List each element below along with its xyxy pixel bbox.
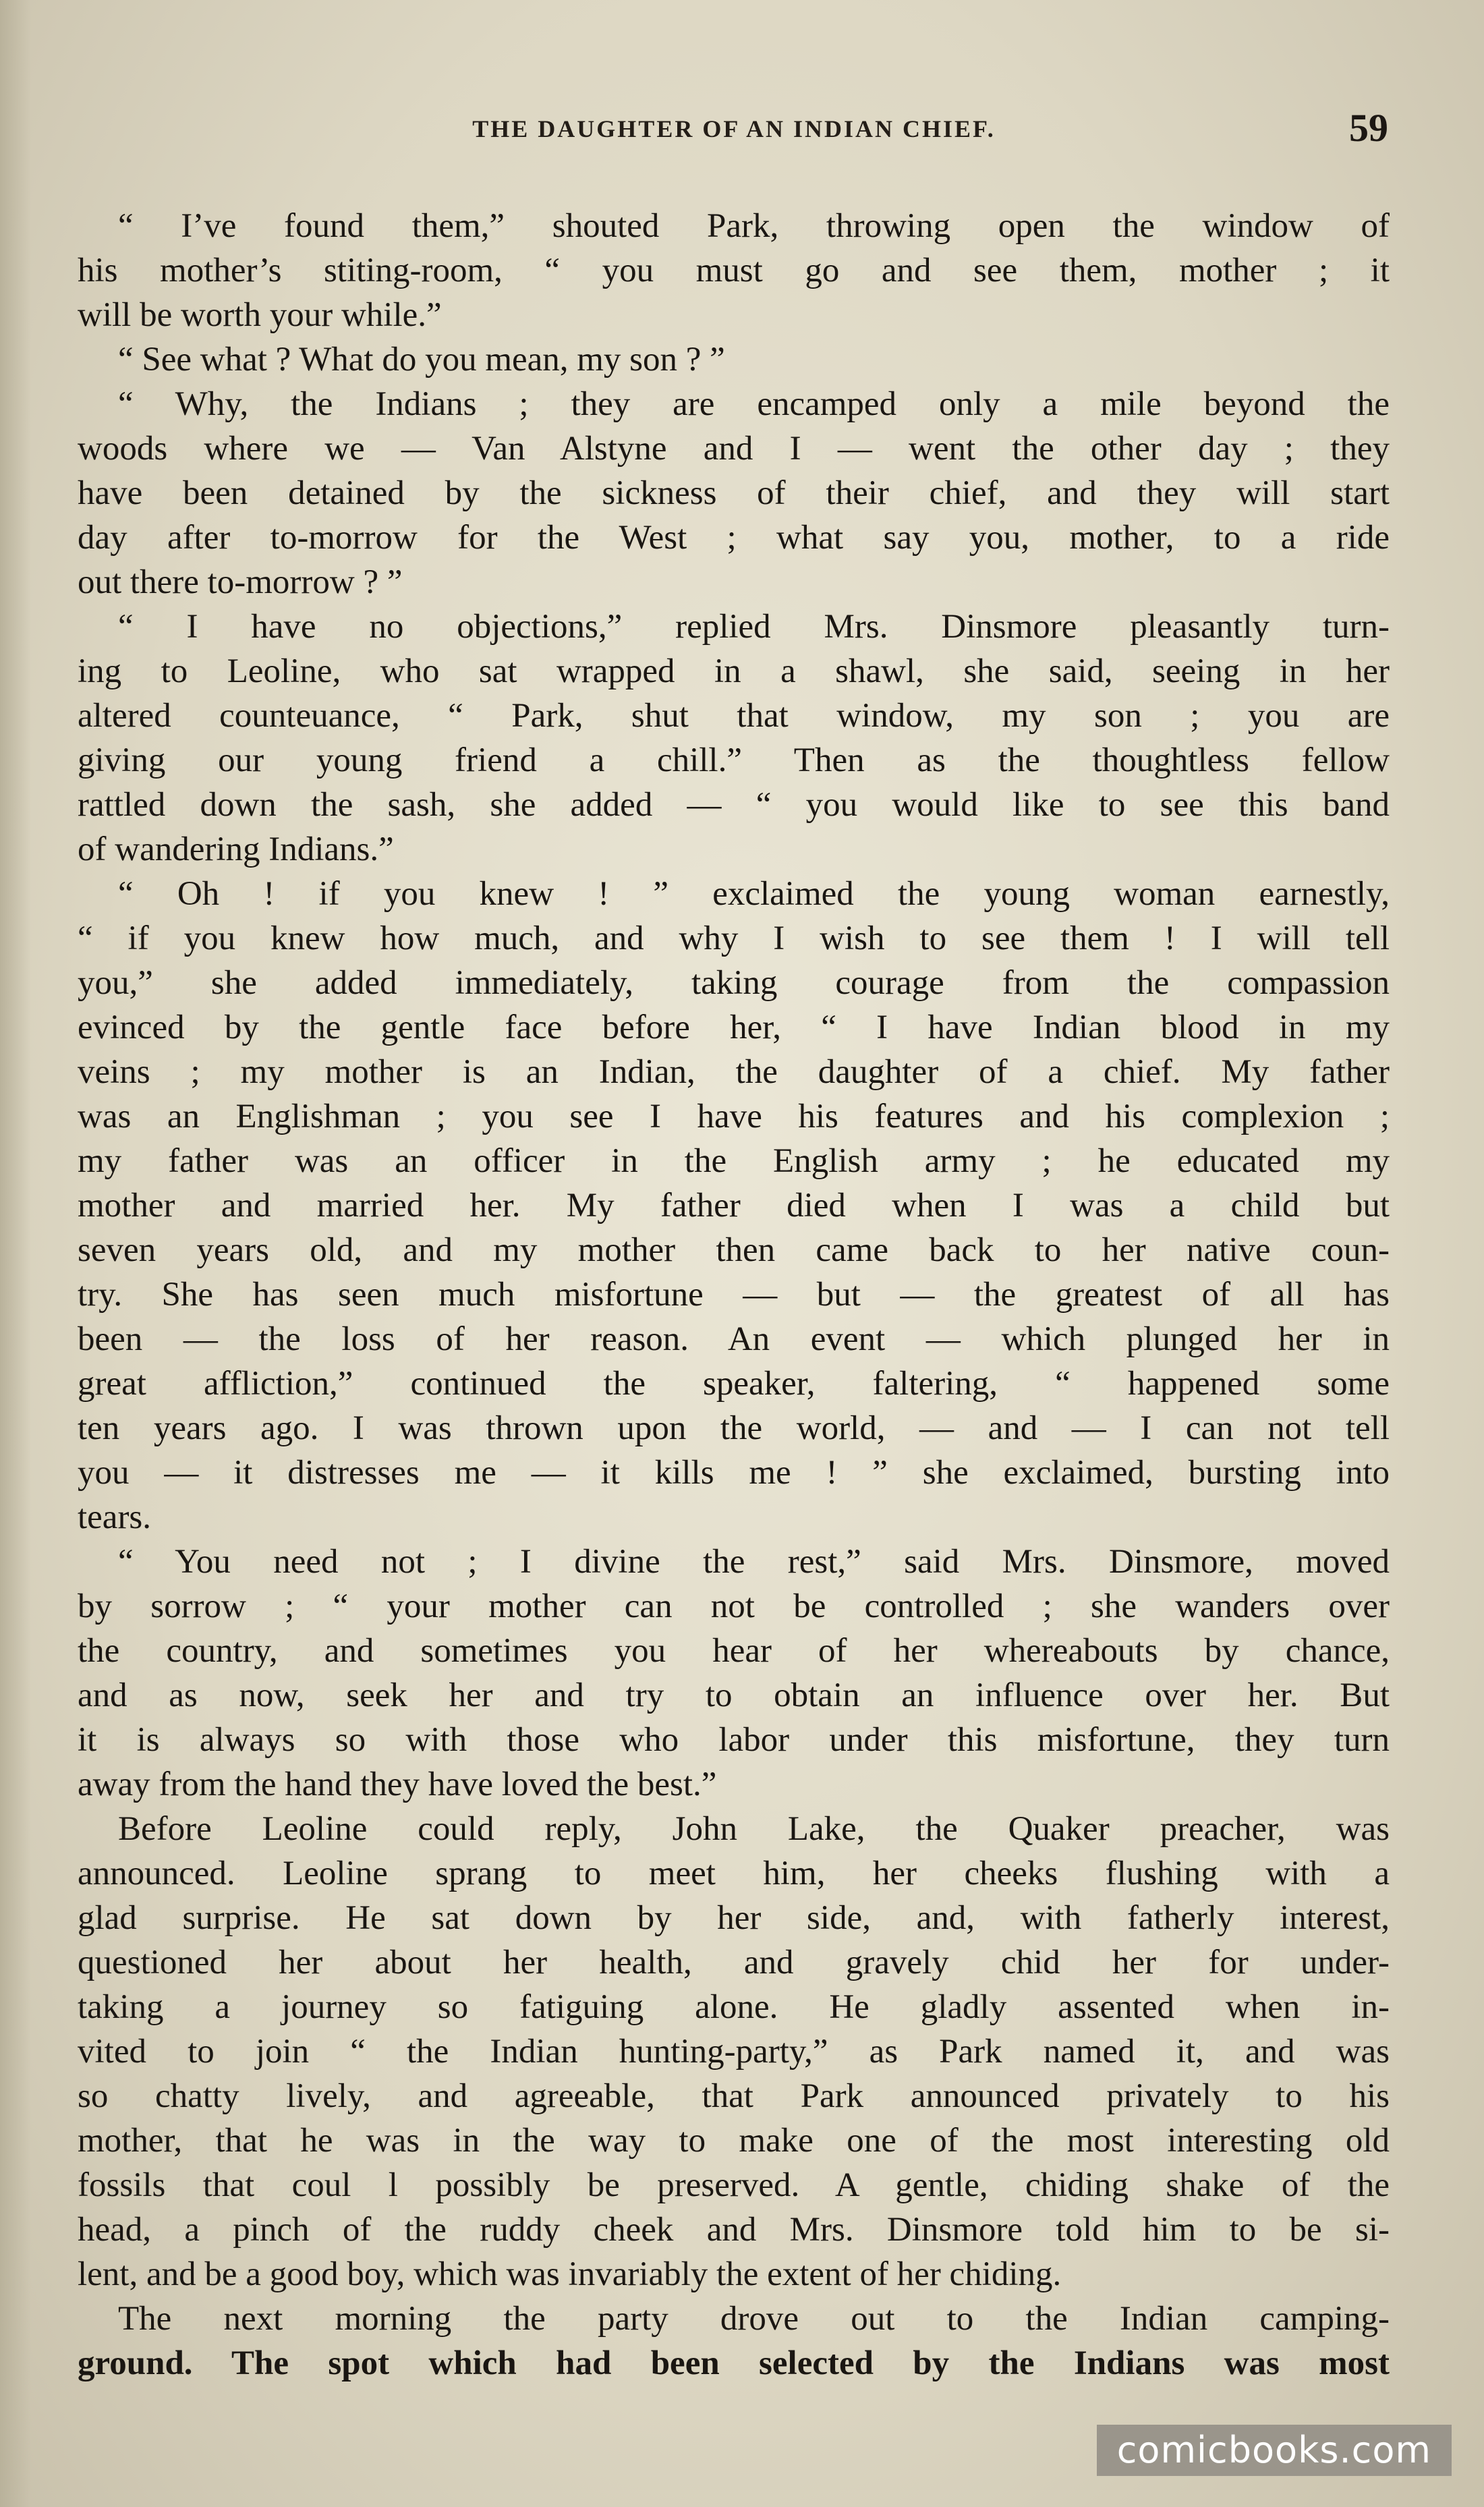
text-line: lent, and be a good boy, which was invariably the extent of her chiding. bbox=[78, 2255, 1062, 2293]
text-line: mother, that he was in the way to make one of the most interesting old bbox=[78, 2122, 1390, 2160]
text-line: and as now, seek her and try to obtain an influence over her. But bbox=[78, 1677, 1390, 1714]
text-line: ing to Leoline, who sat wrapped in a shawl, she said, seeing in her bbox=[78, 652, 1390, 690]
text-line: it is always so with those who labor under this misfortune, they turn bbox=[78, 1721, 1390, 1759]
text-line: great affliction,” continued the speaker, faltering, “ happened some bbox=[78, 1365, 1390, 1403]
body-text bbox=[78, 204, 1390, 2386]
text-line: evinced by the gentle face before her, “ I have Indian blood in my bbox=[78, 1009, 1390, 1046]
text-line: veins ; my mother is an Indian, the daughter of a chief. My father bbox=[78, 1053, 1390, 1091]
text-line: so chatty lively, and agreeable, that Park announced privately to his bbox=[78, 2077, 1390, 2115]
text-line: rattled down the sash, she added — “ you would like to see this band bbox=[78, 786, 1390, 824]
text-line: of wandering Indians.” bbox=[78, 830, 394, 868]
text-line: questioned her about her health, and gravely chid her for under- bbox=[78, 1944, 1390, 1981]
text-line: taking a journey so fatiguing alone. He gladly assented when in- bbox=[78, 1988, 1390, 2026]
text-line: “ if you knew how much, and why I wish to see them ! I will tell bbox=[78, 920, 1390, 957]
text-line: head, a pinch of the ruddy cheek and Mrs. Dinsmore told him to be si- bbox=[78, 2211, 1390, 2249]
page-number: 59 bbox=[1349, 106, 1388, 150]
text-line: you,” she added immediately, taking courage from the compassion bbox=[78, 964, 1390, 1002]
text-line: “ Oh ! if you knew ! ” exclaimed the young woman earnestly, bbox=[118, 875, 1390, 913]
text-line: try. She has seen much misfortune — but — the greatest of all has bbox=[78, 1276, 1390, 1314]
text-line: his mother’s stiting-room, “ you must go and see them, mother ; it bbox=[78, 252, 1390, 289]
text-line: giving our young friend a chill.” Then as the thoughtless fellow bbox=[78, 741, 1390, 779]
text-line: out there to-morrow ? ” bbox=[78, 563, 403, 601]
page-header bbox=[80, 105, 1388, 159]
text-line: was an Englishman ; you see I have his features and his complexion ; bbox=[78, 1098, 1390, 1135]
text-line: The next morning the party drove out to the Indian camping- bbox=[118, 2300, 1390, 2338]
text-line: my father was an officer in the English army ; he educated my bbox=[78, 1142, 1390, 1180]
text-line: “ You need not ; I divine the rest,” said Mrs. Dinsmore, moved bbox=[118, 1543, 1390, 1581]
text-line: “ I have no objections,” replied Mrs. Dinsmore pleasantly turn- bbox=[118, 608, 1390, 646]
watermark-comicbooks: comicbooks.com bbox=[1097, 2425, 1452, 2476]
text-line: “ See what ? What do you mean, my son ? ” bbox=[118, 341, 725, 378]
text-line: “ Why, the Indians ; they are encamped only a mile beyond the bbox=[118, 385, 1390, 423]
text-line: ten years ago. I was thrown upon the world, — and — I can not tell bbox=[78, 1409, 1390, 1447]
text-line: tears. bbox=[78, 1498, 152, 1536]
text-line: day after to-morrow for the West ; what say you, mother, to a ride bbox=[78, 519, 1390, 557]
text-line: you — it distresses me — it kills me ! ” she exclaimed, bursting into bbox=[78, 1454, 1390, 1492]
text-line: “ I’ve found them,” shouted Park, throwing open the window of bbox=[118, 207, 1390, 245]
text-line: by sorrow ; “ your mother can not be controlled ; she wanders over bbox=[78, 1587, 1390, 1625]
text-line: been — the loss of her reason. An event — which plunged her in bbox=[78, 1320, 1390, 1358]
text-line: will be worth your while.” bbox=[78, 296, 442, 334]
text-line: altered counteuance, “ Park, shut that window, my son ; you are bbox=[78, 697, 1390, 735]
text-line: fossils that coul l possibly be preserved. A gentle, chiding shake of the bbox=[78, 2166, 1390, 2204]
text-line: have been detained by the sickness of their chief, and they will start bbox=[78, 474, 1390, 512]
text-line: mother and married her. My father died when I was a child but bbox=[78, 1187, 1390, 1224]
text-line: ground. The spot which had been selected by the Indians was most bbox=[78, 2344, 1390, 2382]
running-title: THE DAUGHTER OF AN INDIAN CHIEF. bbox=[472, 115, 996, 142]
text-line: woods where we — Van Alstyne and I — went the other day ; they bbox=[78, 430, 1390, 468]
text-line: Before Leoline could reply, John Lake, the Quaker preacher, was bbox=[118, 1810, 1390, 1848]
text-line: announced. Leoline sprang to meet him, her cheeks flushing with a bbox=[78, 1855, 1390, 1892]
page-gutter-shadow bbox=[0, 0, 31, 2507]
text-line: vited to join “ the Indian hunting-party,” as Park named it, and was bbox=[78, 2033, 1390, 2071]
text-line: away from the hand they have loved the best.” bbox=[78, 1766, 717, 1803]
text-line: seven years old, and my mother then came back to her native coun- bbox=[78, 1231, 1390, 1269]
text-line: the country, and sometimes you hear of her whereabouts by chance, bbox=[78, 1632, 1390, 1670]
text-line: glad surprise. He sat down by her side, and, with fatherly interest, bbox=[78, 1899, 1390, 1937]
